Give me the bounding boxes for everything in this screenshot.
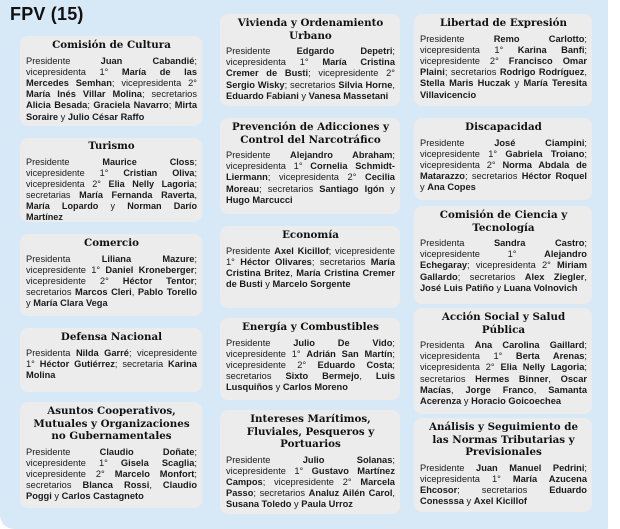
member-name: Marcela Passo: [226, 476, 395, 499]
member-separator: ;: [141, 89, 152, 100]
member-separator: y: [291, 499, 302, 510]
member-separator: ;: [194, 157, 197, 168]
member-role: vicepresidenta 1°: [420, 351, 516, 362]
member-name: María Cristina Britez: [226, 256, 395, 278]
commission-card-defensa: [20, 328, 202, 392]
member-separator: ,: [451, 384, 466, 395]
member-name: Héctor Olivares: [240, 256, 312, 267]
member-separator: ,: [392, 79, 395, 90]
member-name: Edgardo Depetri: [296, 46, 393, 56]
member-separator: ;: [194, 55, 197, 66]
member-separator: ,: [533, 384, 549, 395]
member-list: [226, 455, 395, 511]
member-separator: ;: [267, 172, 280, 183]
member-separator: ;: [194, 168, 197, 179]
member-separator: y: [420, 182, 428, 193]
member-name: Axel Kicillof: [473, 496, 527, 507]
commission-title: Comisión de Ciencia y Tecnología: [439, 209, 568, 234]
member-role: Presidente: [26, 446, 100, 457]
commission-card-comercio: [20, 234, 202, 316]
member-separator: y: [461, 396, 472, 407]
member-role: secretarias: [26, 190, 80, 201]
commission-title: Discapacidad: [465, 121, 542, 133]
member-name: Santiago Igón: [319, 183, 385, 194]
member-separator: y: [26, 298, 34, 309]
member-name: Blanca Rossi: [82, 480, 150, 491]
member-role: secretarios: [469, 271, 525, 282]
member-name: Graciela Navarro: [93, 100, 169, 111]
member-separator: ;: [168, 100, 175, 111]
member-name: María Azucena Ehcosor: [420, 473, 587, 495]
member-separator: y: [298, 90, 309, 101]
member-separator: ;: [392, 348, 395, 359]
member-name: Jorge Franco: [465, 384, 534, 395]
commission-title: Intereses Marítimos, Fluviales, Pesqueros y Portuarios: [246, 413, 375, 450]
member-separator: ;: [392, 359, 395, 370]
member-separator: ;: [194, 179, 198, 190]
member-role: Presidente: [26, 55, 101, 66]
member-separator: ;: [194, 457, 197, 468]
member-separator: ,: [290, 267, 297, 278]
member-role: Presidente: [420, 33, 494, 44]
commission-card-vivienda: [220, 14, 400, 106]
member-name: Marcos Cleri: [75, 287, 132, 298]
member-role: vicepresidente 1°: [420, 249, 545, 260]
member-role: Presidente: [226, 245, 275, 256]
member-role: Presidente: [226, 454, 303, 465]
member-list: [226, 338, 395, 394]
member-name: Adrián San Martín: [306, 348, 393, 359]
member-name: Remo Carlotto: [493, 33, 585, 44]
member-name: Claudio Poggi: [26, 480, 197, 502]
member-separator: ;: [584, 340, 587, 350]
commission-card-cooperativos: [20, 402, 202, 508]
member-role: vicepresidente 1°: [26, 457, 121, 468]
member-role: vicepresidenta 2°: [121, 77, 197, 88]
member-name: Eduardo Conesssa: [420, 484, 587, 507]
member-name: Maurice Closs: [102, 157, 195, 168]
commission-title: Asuntos Cooperativos, Mutuales y Organizaciones no Gubernamentales: [33, 405, 190, 442]
member-name: Elia Nelly Lagoria: [108, 179, 195, 190]
member-name: Luis Lusquiños: [226, 371, 395, 393]
member-role: vicepresidente 2°: [26, 275, 123, 286]
member-name: María Inés Villar Molina: [26, 89, 142, 100]
commission-card-accion-social: [414, 308, 592, 414]
member-name: Sandra Castro: [493, 238, 585, 248]
member-separator: ;: [457, 484, 482, 495]
member-list: [26, 254, 197, 310]
member-name: Norma Abdala de Matarazzo: [420, 159, 587, 182]
member-role: secretarios: [450, 67, 500, 78]
member-role: vicepresidente 1°: [420, 148, 506, 159]
member-name: Cornelia Schmidt-Liermann: [226, 161, 395, 183]
member-role: Presidenta: [26, 347, 76, 358]
member-role: vicepresidente 2°: [226, 359, 318, 370]
member-list: [420, 34, 587, 101]
member-list: [420, 340, 587, 407]
member-list: [226, 150, 395, 206]
member-separator: ;: [328, 245, 336, 256]
member-name: María Cristina Cremer de Busti: [226, 267, 396, 290]
member-name: Rodrigo Rodríguez: [499, 67, 585, 78]
member-separator: ;: [194, 446, 197, 457]
member-name: Stella Maris Huczak: [420, 78, 511, 89]
member-role: vicepresidenta 1°: [226, 57, 323, 68]
member-role: Presidente: [226, 46, 297, 56]
member-role: Presidenta: [420, 340, 475, 350]
member-name: José Ciampini: [494, 137, 585, 148]
member-separator: ,: [359, 371, 376, 382]
commission-title: Comisión de Cultura: [52, 39, 171, 51]
member-separator: ;: [311, 256, 320, 267]
commission-title: Prevención de Adicciones y Control del Narcotráfico: [231, 121, 390, 146]
member-name: Elia Nelly Lagoria: [500, 362, 585, 373]
member-role: vicepresidente 1°: [26, 264, 106, 275]
member-role: vicepresidente 2°: [420, 55, 509, 66]
member-name: Alicia Besada: [26, 100, 88, 111]
member-list: [26, 447, 197, 503]
member-name: Gisela Scaglia: [120, 457, 195, 468]
member-role: vicepresidenta 1°: [420, 473, 513, 484]
member-name: Liliana Mazure: [101, 253, 195, 264]
member-separator: y: [98, 201, 128, 212]
member-list: [226, 46, 395, 102]
member-name: Hermes Binner: [475, 373, 549, 384]
member-name: Eduardo Costa: [317, 359, 393, 370]
member-separator: ;: [444, 67, 451, 78]
member-separator: ;: [87, 100, 94, 111]
member-name: Alex Ziegler: [524, 271, 585, 282]
commission-card-adicciones: [220, 118, 400, 214]
member-separator: y: [51, 491, 62, 502]
member-name: Ana Carolina Gaillard: [474, 340, 585, 350]
member-name: Berta Arenas: [515, 351, 585, 362]
member-separator: ;: [584, 462, 588, 473]
member-name: Alejandro Abraham: [290, 150, 393, 160]
member-role: secretarios: [290, 79, 339, 90]
commission-title: Comercio: [84, 237, 139, 249]
member-name: Daniel Kroneberger: [105, 264, 195, 275]
member-separator: ,: [149, 480, 163, 491]
member-role: secretarios: [481, 484, 550, 495]
member-separator: y: [273, 382, 283, 393]
member-separator: ;: [262, 476, 275, 487]
commission-title: Análisis y Seguimiento de las Normas Tributarias y Previsionales: [428, 421, 579, 458]
commission-title: Libertad de Expresión: [439, 17, 568, 29]
member-name: Marcelo Sorgente: [272, 279, 351, 290]
member-separator: y: [510, 78, 524, 89]
commission-card-energia: [220, 318, 400, 400]
page-edge: [608, 0, 620, 529]
member-role: secretarios: [151, 89, 197, 100]
member-role: vicepresidente 1°: [226, 348, 307, 359]
member-name: María de las Mercedes Semhan: [26, 66, 197, 88]
member-role: vicepresidenta 2°: [475, 260, 558, 271]
member-name: Juan Cabandié: [100, 55, 195, 66]
member-separator: ;: [392, 150, 395, 160]
member-name: Héctor Gutiérrez: [39, 358, 115, 369]
member-name: Silvia Horne: [338, 79, 393, 90]
commission-title: Turismo: [88, 141, 135, 152]
member-role: vicepresidente 1°: [226, 245, 395, 267]
member-list: [26, 348, 197, 382]
member-role: secretarios: [26, 480, 83, 491]
member-role: Presidenta: [420, 238, 494, 248]
member-role: vicepresidenta 1°: [226, 161, 311, 172]
commission-title: Defensa Nacional: [60, 331, 163, 343]
member-name: Carlos Castagneto: [61, 491, 144, 502]
member-name: Ana Copes: [427, 182, 476, 193]
commission-card-discapacidad: [414, 118, 592, 200]
member-separator: ,: [392, 488, 395, 499]
member-role: Presidente: [226, 337, 294, 348]
member-role: Presidenta: [26, 253, 102, 264]
member-separator: y: [262, 279, 273, 290]
member-name: Paula Urroz: [301, 499, 353, 510]
member-name: Héctor Roquel: [521, 171, 587, 182]
member-separator: ;: [392, 46, 395, 56]
member-name: María Clara Vega: [33, 298, 108, 309]
member-name: Oscar Macías: [420, 373, 587, 395]
member-separator: ;: [259, 183, 268, 194]
member-name: María Fernanda Raverta: [79, 190, 195, 201]
commission-title: Vivienda y Ordenamiento Urbano: [237, 17, 384, 42]
member-name: Gustavo Martínez Campos: [226, 465, 395, 487]
member-separator: y: [493, 282, 504, 293]
member-name: María Lopardo: [26, 201, 99, 212]
member-separator: ;: [584, 351, 587, 362]
member-list: [26, 157, 197, 223]
commission-card-economia: [220, 226, 400, 308]
member-separator: ,: [131, 287, 138, 298]
commission-title: Acción Social y Salud Pública: [441, 311, 566, 336]
member-role: Presidente: [226, 150, 291, 160]
member-name: Carlos Moreno: [282, 382, 348, 393]
member-role: vicepresidenta 2°: [26, 179, 109, 190]
member-role: vicepresidenta 2°: [420, 159, 503, 170]
member-separator: ;: [128, 347, 138, 358]
member-name: Julio De Vido: [293, 337, 393, 348]
member-separator: ,: [548, 373, 561, 384]
member-name: Julio César Raffo: [67, 111, 145, 122]
member-name: Karina Banfi: [517, 44, 585, 55]
member-name: Luana Volnovich: [503, 282, 578, 293]
member-role: Presidente: [420, 137, 495, 148]
member-name: María Teresita Villavicencio: [420, 78, 587, 100]
member-role: vicepresidente 1°: [226, 465, 312, 476]
commission-card-cultura: [20, 36, 202, 126]
member-name: Juan Manuel Pedrini: [476, 462, 585, 473]
member-name: Julio Solanas: [302, 454, 393, 465]
member-separator: ;: [584, 238, 587, 248]
member-role: vicepresidenta 1°: [420, 44, 518, 55]
commission-card-tributarias: [414, 418, 592, 512]
member-name: Alejandro Echegaray: [420, 249, 587, 271]
member-name: Gabriela Troiano: [505, 148, 585, 159]
member-name: Pablo Torello: [137, 287, 197, 298]
member-separator: ;: [584, 44, 587, 55]
member-name: Marcelo Monfort: [114, 468, 195, 479]
member-name: Cecilia Moreau: [226, 172, 395, 194]
commission-card-ciencia: [414, 206, 592, 304]
member-separator: ;: [194, 264, 197, 275]
member-role: secretaria: [122, 358, 169, 369]
member-separator: ;: [584, 137, 587, 148]
member-separator: ;: [308, 68, 319, 79]
member-separator: y: [384, 183, 395, 194]
member-role: secretarios: [267, 183, 320, 194]
member-role: vicepresidente 2°: [274, 476, 361, 487]
member-separator: ,: [194, 190, 197, 201]
member-name: Karina Molina: [26, 358, 197, 380]
member-role: vicepresidenta 1°: [26, 66, 122, 77]
member-separator: ;: [194, 468, 197, 479]
member-list: [420, 238, 587, 294]
member-name: Héctor Tentor: [122, 275, 195, 286]
member-role: secretarios: [226, 371, 286, 382]
member-separator: ;: [392, 454, 395, 465]
member-role: vicepresidenta 2°: [279, 172, 365, 183]
member-name: Miriam Gallardo: [420, 260, 587, 282]
member-name: Horacio Goicoechea: [471, 396, 562, 407]
member-name: Vanesa Massetani: [308, 90, 389, 101]
member-name: Mirta Soraire: [26, 100, 198, 122]
member-name: Susana Toledo: [226, 499, 292, 510]
member-name: Sergio Wisky: [226, 79, 285, 90]
member-separator: y: [58, 111, 68, 122]
member-role: secretarios: [471, 171, 522, 182]
commission-card-libertad: [414, 14, 592, 106]
member-name: Nilda Garré: [75, 347, 129, 358]
member-separator: ;: [194, 275, 197, 286]
member-name: Cristian Oliva: [123, 168, 195, 179]
member-separator: ;: [194, 253, 197, 264]
member-list: [26, 56, 197, 123]
member-list: [420, 138, 587, 194]
member-list: [420, 463, 587, 508]
member-role: secretarios: [420, 373, 476, 384]
member-name: Claudio Doñate: [99, 446, 195, 457]
member-separator: ;: [111, 77, 122, 88]
member-separator: ;: [464, 171, 472, 182]
member-separator: y: [463, 496, 474, 507]
member-name: Axel Kicillof: [274, 245, 329, 256]
member-name: Hugo Marcucci: [226, 194, 293, 205]
member-role: vicepresidente 2°: [318, 68, 395, 79]
commission-title: Energía y Combustibles: [242, 321, 379, 333]
member-role: Presidente: [26, 157, 103, 168]
member-separator: ;: [284, 79, 291, 90]
member-separator: ,: [584, 271, 587, 282]
member-separator: ,: [584, 67, 587, 78]
member-separator: ;: [584, 362, 587, 373]
member-name: Eduardo Fabiani: [226, 90, 299, 101]
member-role: secretarios: [319, 256, 371, 267]
member-separator: ;: [114, 358, 123, 369]
member-separator: ;: [253, 488, 260, 499]
member-separator: ;: [457, 271, 470, 282]
member-role: secretarios: [259, 488, 309, 499]
commission-card-maritimos: [220, 410, 400, 514]
member-role: Presidente: [420, 462, 477, 473]
member-role: secretarios: [26, 287, 75, 298]
member-role: vicepresidente 2°: [26, 468, 115, 479]
member-separator: ;: [392, 337, 395, 348]
member-separator: ;: [584, 148, 587, 159]
member-name: Francisco Omar Plaini: [420, 55, 587, 78]
commission-title: Economía: [282, 229, 339, 241]
member-role: vicepresidenta 2°: [420, 362, 501, 373]
member-list: [226, 246, 395, 291]
member-separator: ;: [584, 33, 587, 44]
member-name: Samanta Acerenza: [420, 384, 587, 407]
member-name: Analuz Ailén Carol: [308, 488, 393, 499]
member-name: José Luis Patiño: [420, 282, 494, 293]
member-name: Norman Darío Martínez: [26, 201, 197, 223]
commission-card-turismo: [20, 138, 202, 222]
member-role: vicepresidente 1°: [26, 347, 197, 369]
member-name: Sixto Bermejo: [285, 371, 360, 382]
member-separator: ;: [467, 260, 476, 271]
member-name: María Cristina Cremer de Busti: [226, 57, 395, 79]
page-title: FPV (15): [10, 4, 84, 24]
member-role: vicepresidente 1°: [26, 168, 124, 179]
